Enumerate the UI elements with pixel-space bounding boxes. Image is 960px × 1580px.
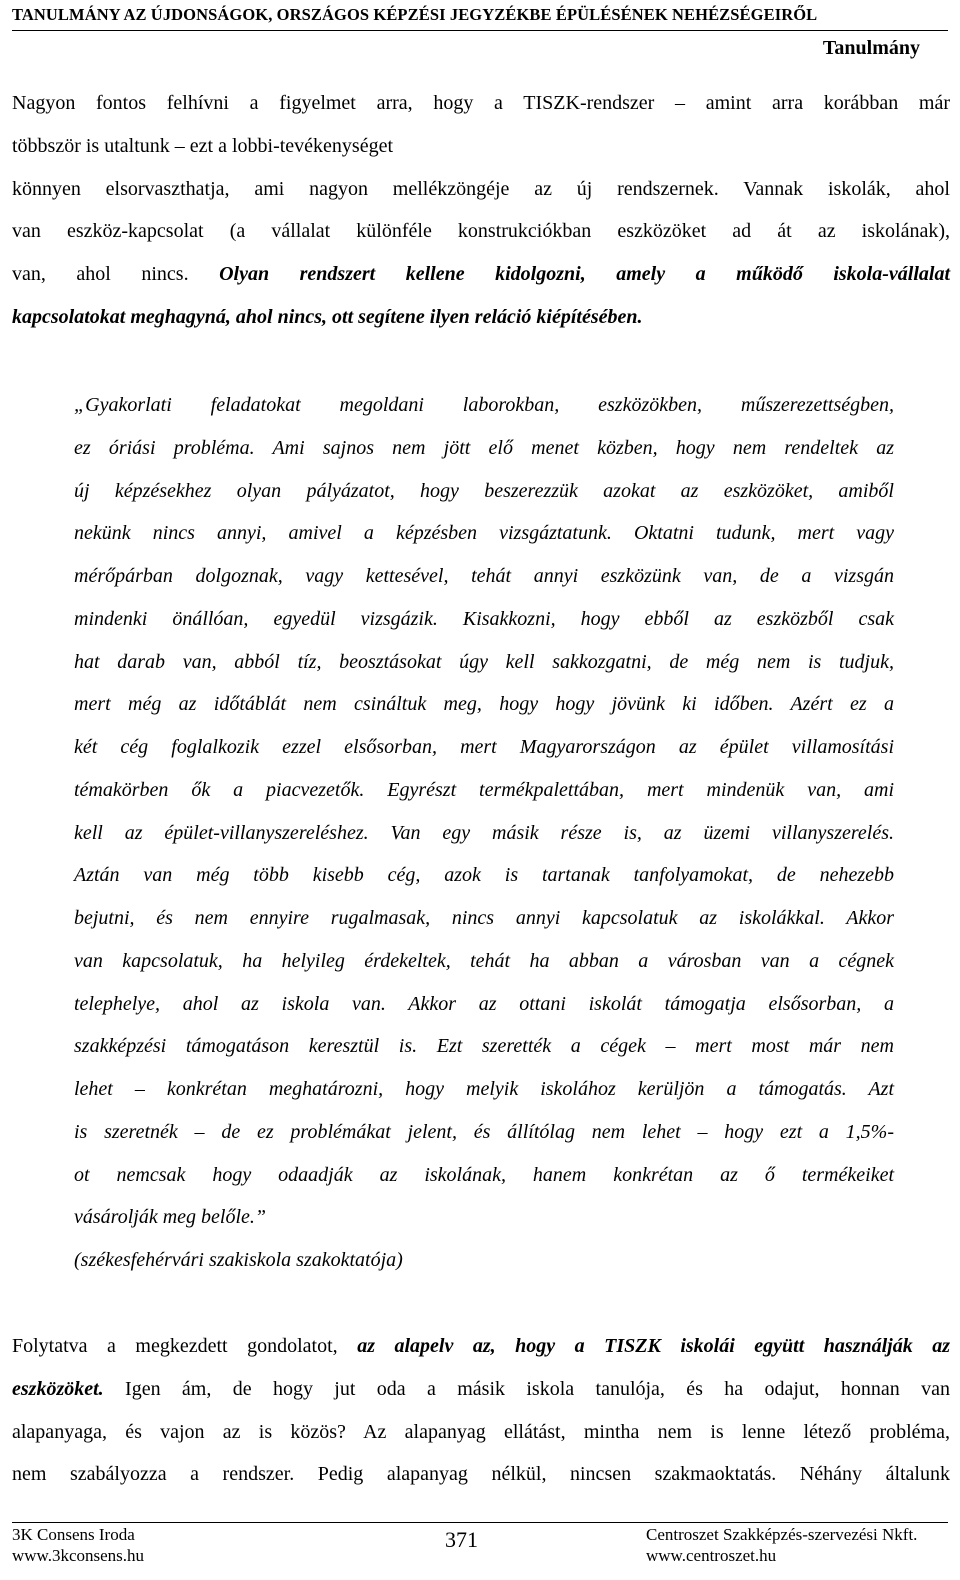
quote-line: új képzésekhez olyan pályázatot, hogy beszerezzük azokat az eszközöket, amiből [74,479,894,502]
paragraph-1-line: többször is utaltunk – ezt a lobbi-tevékenységet [12,134,394,157]
paragraph-1 [12,82,950,339]
quote-line: „Gyakorlati feladatokat megoldani laborokban, eszközökben, műszerezettségben, [74,394,894,416]
quote-line: témakörben ők a piacvezetők. Egyrészt termékpalettában, mert mindenük van, ami [74,778,894,801]
footer-left [12,1524,144,1566]
footer-divider [12,1522,948,1523]
running-header-subtitle: Tanulmány [822,37,920,59]
paragraph-2-line: alapanyaga, és vajon az is közös? Az alapanyag ellátást, mintha nem is lenne létező probléma, [12,1420,950,1443]
paragraph-1-emphasis: kapcsolatokat meghagyná, ahol nincs, ott segítene ilyen reláció kiépítésében. [12,305,643,328]
paragraph-2-line [12,1368,950,1411]
quote-line: vásárolják meg belőle.” [74,1206,267,1229]
paragraph-2-text: Folytatva a megkezdett gondolatot, [12,1335,358,1357]
paragraph-2-text: Igen ám, de hogy jut oda a másik iskola tanulója, és ha odajut, honnan van [103,1377,950,1400]
paragraph-1-emphasis: Olyan rendszert kellene kidolgozni, amely a működő iskola-vállalat [219,263,951,286]
paragraph-1-line: könnyen elsorvaszthatja, ami nagyon mellékzöngéje az új rendszernek. Vannak iskolák, ahol [12,177,950,200]
paragraph-2-emphasis: eszközöket. [12,1377,104,1400]
quote-line: van kapcsolatuk, ha helyileg érdekeltek, tehát ha abban a városban van a cégnek [74,949,894,972]
footer-website: www.centroszet.hu [646,1546,777,1565]
quote-attribution: (székesfehérvári szakiskola szakoktatója) [74,1249,403,1271]
quote-line: ez óriási probléma. Ami sajnos nem jött elő menet közben, hogy nem rendeltek az [74,436,894,459]
quote-line: mert még az időtáblát nem csináltuk meg, hogy hogy jövünk ki időben. Azért ez a [74,693,894,716]
paragraph-1-line: Nagyon fontos felhívni a figyelmet arra, hogy a TISZK-rendszer – amint arra korábban már [12,92,950,114]
quote-line: nekünk nincs annyi, amivel a képzésben vizsgáztatunk. Oktatni tudunk, mert vagy [74,522,894,545]
footer-website: www.3kconsens.hu [12,1546,145,1565]
quote-line: két cég foglalkozik ezzel elsősorban, mert Magyarországon az épület villamosítási [74,736,894,758]
running-header-title: TANULMÁNY AZ ÚJDONSÁGOK, ORSZÁGOS KÉPZÉSI JEGYZÉKBE ÉPÜLÉSÉNEK NEHÉZSÉGEIRŐL [12,5,818,24]
quote-block [74,384,894,1239]
quote-line: is szeretnék – de ez problémákat jelent, és állítólag nem lehet – hogy ezt a 1,5%- [74,1120,894,1143]
quote-line: szakképzési támogatáson keresztül is. Ezt szerették a cégek – mert most már nem [74,1035,894,1058]
paragraph-1-text: van, ahol nincs. [12,263,220,286]
quote-line: hat darab van, abból tíz, beosztásokat úgy kell sakkozgatni, de még nem is tudjuk, [74,650,894,673]
quote-line: lehet – konkrétan meghatározni, hogy melyik iskolához kerüljön a támogatás. Azt [74,1078,894,1100]
paragraph-1-line: van eszköz-kapcsolat (a vállalat különféle konstrukciókban eszközöket ad át az iskolának), [12,220,950,243]
quote-line: mérőpárban dolgoznak, vagy kettesével, tehát annyi eszközünk van, de a vizsgán [74,565,894,587]
quote-line: bejutni, és nem ennyire rugalmasak, nincs annyi kapcsolatuk az iskolákkal. Akkor [74,907,894,929]
quote-line: mindenki önállóan, egyedül vizsgázik. Kisakkozni, hogy ebből az eszközből csak [74,607,894,630]
paragraph-2-line [12,1325,950,1368]
quote-line: kell az épület-villanyszereléshez. Van egy másik része is, az üzemi villanyszerelés. [74,821,894,844]
footer-organization: Centroszet Szakképzés-szervezési Nkft. [646,1525,918,1544]
paragraph-2-emphasis: az alapelv az, hogy a TISZK iskolái együtt használják az [357,1335,951,1357]
paragraph-1-line [12,253,950,296]
quote-line: ot nemcsak hogy odaadják az iskolának, hanem konkrétan az ő termékeiket [74,1163,894,1186]
footer-right [646,1524,917,1566]
paragraph-2 [12,1325,950,1496]
page-number: 371 [445,1527,478,1552]
header-divider [12,30,948,31]
quote-line: telephelye, ahol az iskola van. Akkor az ottani iskolát támogatja elsősorban, a [74,992,894,1015]
footer-organization: 3K Consens Iroda [12,1525,135,1544]
quote-line: Aztán van még több kisebb cég, azok is tartanak tanfolyamokat, de nehezebb [74,864,894,887]
paragraph-2-line: nem szabályozza a rendszer. Pedig alapanyag nélkül, nincsen szakmaoktatás. Néhány általunk [12,1463,950,1486]
